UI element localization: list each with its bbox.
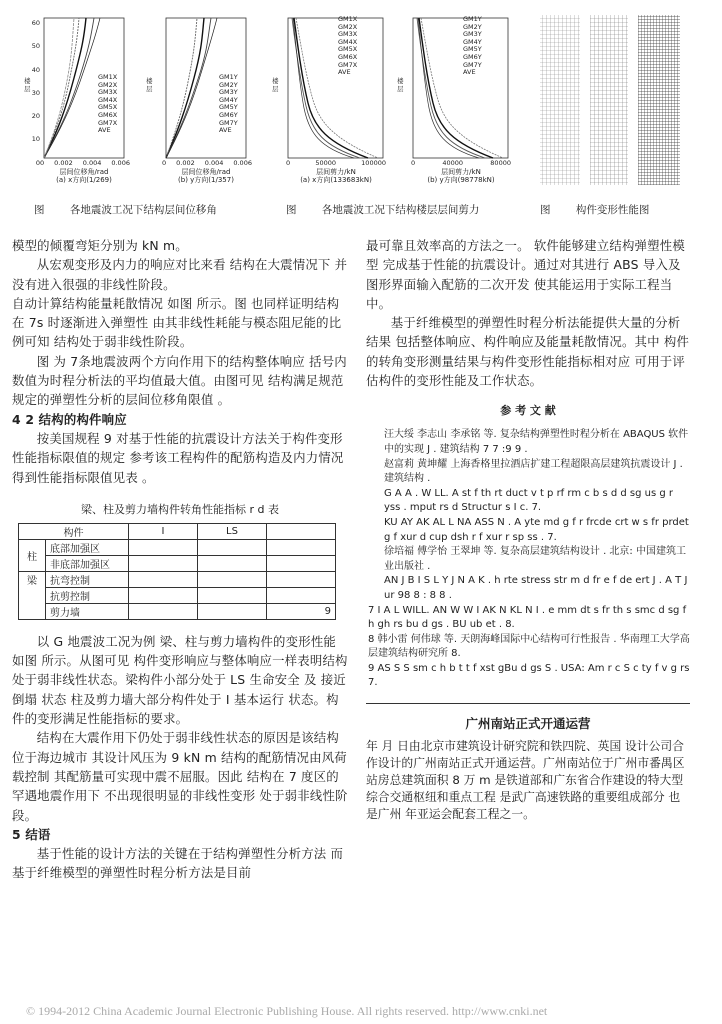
- x-tick: 0: [162, 159, 167, 167]
- table-cell: [198, 539, 267, 555]
- paragraph: 按美国规程 9 对基于性能的抗震设计方法关于构件变形性能指标限值的规定 参考该工程构件的配筋构造及内力情况 得到性能指标限值见表 。: [12, 430, 344, 485]
- legend-item: GM5Y: [219, 103, 238, 112]
- caption-shear: [286, 202, 479, 217]
- legend-item: GM5X: [338, 45, 358, 54]
- xlabel: 层间剪力/kN: [316, 168, 356, 176]
- paragraph: 图 为 7条地震波两个方向作用下的结构整体响应 括号内数值为时程分析法的平均值最大值。由图可见 结构满足规范规定的弹塑性分析的层间位移角限值 。: [12, 353, 347, 408]
- table-header-cell: I: [129, 523, 198, 539]
- disp-legend-b: [219, 74, 238, 135]
- x-tick: 0: [40, 159, 45, 167]
- news-text: 年 月 日由北京市建筑设计研究院和铁四院、英国 设计公司合作设计的广州南站正式开通运营。广州南站位于广州市番禺区 站房总建筑面积 8 万 m 是铁道部和广东省合作建设的特大型综合交通枢纽和重点工程 是武广高速铁路的重要组成部分 也是广州 年亚运会配套工程之一。: [366, 739, 685, 822]
- reference-item: G A A . W LL. A st f th rt duct v t p rf rm c b s d d sg us g r yss . mput rs d Structur s I c. 7.: [384, 487, 673, 514]
- disp-sub-a: [44, 168, 124, 184]
- disp-x-ticks-a: [40, 160, 130, 168]
- caption-text: 各地震波工况下结构层间位移角: [69, 204, 217, 216]
- reference-item: 9 AS S S sm c h b t t f xst gBu d gs S . USA: Am r c S c ty f v g rs 7.: [368, 662, 690, 689]
- legend-item: AVE: [338, 68, 351, 77]
- legend-item: GM3Y: [219, 88, 238, 97]
- legend-item: GM2Y: [463, 22, 482, 31]
- paragraph: 结构在大震作用下仍处于弱非线性状态的原因是该结构位于海边城市 其设计风压为 9 kN m 结构的配筋情况由风荷载控制 其配筋量可实现中震不屈服。因此 结构在 7 度区的罕遇地震作用下 不出现很明显的非线性变形 处于弱非线性阶段。: [12, 730, 348, 823]
- figure-displacement: [14, 8, 264, 188]
- x-tick: 0.006: [233, 159, 252, 167]
- table-title: 梁、柱及剪力墙构件转角性能指标 r d 表: [81, 502, 279, 516]
- caption-text: 各地震波工况下结构楼层层间剪力: [321, 204, 480, 216]
- table-cell: 抗剪控制: [46, 587, 129, 603]
- legend-item: GM6Y: [463, 52, 482, 61]
- x-tick: 0: [411, 159, 416, 167]
- legend-item: GM2X: [98, 80, 118, 89]
- legend-item: GM7Y: [219, 118, 238, 127]
- table-row: [19, 555, 336, 571]
- y-tick: 40: [31, 65, 40, 74]
- paragraph: 自动计算结构能量耗散情况 如图 所示。图 也同样证明结构在 7s 时逐渐进入弹塑性 由其非线性耗能与模态阻尼能的比例可知 结构处于弱非线性阶段。: [12, 295, 342, 350]
- subcaption: (a) x方向(133683kN): [300, 176, 372, 184]
- caption-bldg: [540, 202, 649, 217]
- legend-item: GM4Y: [219, 95, 238, 104]
- legend-item: GM2Y: [219, 80, 238, 89]
- disp-sub-b: [166, 168, 246, 184]
- y-tick: 50: [31, 42, 40, 51]
- table-row: [19, 603, 336, 619]
- paragraph: 模型的倾覆弯矩分别为 kN m。: [12, 238, 188, 253]
- legend-item: GM6Y: [219, 110, 238, 119]
- disp-ylabel: 楼层: [24, 77, 31, 93]
- table-cell: [267, 571, 336, 587]
- table-cell: 梁: [19, 571, 46, 619]
- legend-item: GM1Y: [219, 73, 238, 81]
- reference-item: KU AY AK AL L NA ASS N . A yte md g f r frcde crt w s fr prdet g f xur d cup dsh r f xur r sp ss . 7.: [384, 516, 689, 543]
- paragraph: 以 G 地震波工况为例 梁、柱与剪力墙构件的变形性能如图 所示。从图可见 构件变形响应与整体响应一样表明结构处于弱非线性状态。梁构件小部分处于 LS 生命安全 及 接近倒塌 状态 柱及剪力墙大部分构件处于 I 基本运行 状态。构件的变形满足性能指标的要求。: [12, 633, 348, 727]
- subcaption: (b) y方向(98778kN): [427, 176, 495, 184]
- section-heading: 4 2 结构的构件响应: [12, 411, 127, 427]
- figure-building-render: [530, 10, 690, 190]
- right-column: [366, 236, 690, 823]
- caption-label: 图: [34, 204, 45, 216]
- shear-chart-a: [288, 15, 383, 158]
- disp-ylabel-b: 楼层: [146, 77, 153, 93]
- table-header-cell: [267, 523, 336, 539]
- legend-item: AVE: [98, 126, 111, 135]
- y-tick: 30: [31, 88, 40, 97]
- shear-legend-b: [463, 16, 482, 77]
- disp-x-ticks-b: [162, 160, 252, 168]
- subcaption: (b) y方向(1/357): [178, 176, 234, 184]
- table-row: [19, 571, 336, 587]
- paragraph: 基于纤维模型的弹塑性时程分析法能提供大量的分析结果 包括整体响应、构件响应及能量耗散情况。其中 构件的转角变形测量结果与构件变形性能指标相对应 可用于评估构件的变形性能及工作状态。: [366, 315, 690, 389]
- x-tick: 50000: [315, 159, 336, 167]
- table-cell: [129, 571, 198, 587]
- copyright-footer: © 1994-2012 China Academic Journal Electronic Publishing House. All rights reserved. http://www.cnki.net: [26, 1004, 548, 1018]
- shear-chart-b: [413, 15, 508, 158]
- shear-legend-a: [338, 16, 357, 77]
- reference-item: 8 韩小雷 何伟球 等. 天朗海峰国际中心结构可行性报告 . 华南理工大学高层建筑结构研究所 8.: [368, 633, 690, 660]
- table-cell: [129, 539, 198, 555]
- legend-item: GM7X: [338, 60, 358, 69]
- table-cell: 柱: [19, 539, 46, 571]
- building-image: [530, 10, 690, 190]
- table-cell: [267, 539, 336, 555]
- reference-item: 汪大绥 李志山 李承铭 等. 复杂结构弹塑性时程分析在 ABAQUS 软件中的实现 J . 建筑结构 7 7 :9 9 .: [384, 429, 689, 455]
- legend-item: GM1X: [338, 15, 358, 23]
- x-tick: 0.004: [82, 159, 102, 167]
- references-heading: 参 考 文 献: [500, 404, 556, 418]
- table-cell: [129, 587, 198, 603]
- table-cell: [129, 555, 198, 571]
- legend-item: GM6X: [338, 52, 358, 61]
- y-tick: 60: [31, 19, 40, 27]
- y-tick: 0: [35, 158, 40, 167]
- legend-item: GM1X: [98, 73, 118, 81]
- legend-item: GM4X: [98, 95, 118, 104]
- x-tick: 0.006: [111, 159, 130, 167]
- paragraph: 基于性能的设计方法的关键在于结构弹塑性分析方法 而基于纤维模型的弹塑性时程分析方法是目前: [12, 846, 344, 881]
- legend-item: GM7X: [98, 118, 118, 127]
- legend-item: AVE: [463, 68, 476, 77]
- disp-legend-a: [98, 74, 117, 135]
- table-cell: 9: [267, 603, 336, 619]
- legend-item: GM2X: [338, 22, 358, 31]
- x-tick: 0.004: [204, 159, 224, 167]
- reference-item: 7 I A L WILL. AN W W I AK N KL N I . e mm dt s fr th s smc d sg f h gh rs bu d gs . BU ub et . 8.: [368, 604, 687, 631]
- x-tick: 0.002: [54, 159, 73, 167]
- figure-shear: [268, 8, 518, 188]
- table-cell: [198, 571, 267, 587]
- x-tick: 40000: [442, 159, 464, 167]
- news-divider: [366, 703, 690, 704]
- paragraph: 最可靠且效率高的方法之一。 软件能够建立结构弹塑性模型 完成基于性能的抗震设计。通过对其进行 ABS 导入及图形界面输入配筋的二次开发 使其能运用于实际工程当中。: [366, 238, 685, 311]
- legend-item: AVE: [219, 126, 232, 135]
- legend-item: GM4X: [338, 37, 358, 46]
- table-row: [19, 539, 336, 555]
- shear-sub-b: [411, 168, 511, 184]
- xlabel: 层间位移角/rad: [181, 168, 231, 176]
- caption-label: 图: [286, 204, 297, 216]
- table-cell: [198, 555, 267, 571]
- table-cell: [267, 587, 336, 603]
- table-header-row: [19, 523, 336, 539]
- table-cell: [129, 603, 198, 619]
- table-cell: 非底部加强区: [46, 555, 129, 571]
- subcaption: (a) x方向(1/269): [56, 176, 112, 184]
- table-row: [19, 587, 336, 603]
- caption-label: 图: [540, 204, 551, 216]
- x-tick: 80000: [490, 159, 511, 167]
- table-cell: [267, 555, 336, 571]
- news-title: 广州南站正式开通运营: [465, 716, 591, 732]
- legend-item: GM5X: [98, 103, 118, 112]
- table-cell: 剪力墙: [46, 603, 129, 619]
- legend-item: GM4Y: [463, 37, 482, 46]
- performance-table: [18, 523, 336, 620]
- legend-item: GM1Y: [463, 15, 482, 23]
- table-header-cell: LS: [198, 523, 267, 539]
- legend-item: GM5Y: [463, 45, 482, 54]
- table-cell: 底部加强区: [46, 539, 129, 555]
- legend-item: GM7Y: [463, 60, 482, 69]
- caption-text: 构件变形性能图: [575, 204, 650, 216]
- x-tick: 0.002: [176, 159, 195, 167]
- reference-item: 徐培福 傅学怡 王翠坤 等. 复杂高层建筑结构设计 . 北京: 中国建筑工业出版社 .: [384, 546, 686, 572]
- table-cell: [198, 587, 267, 603]
- reference-item: AN J B I S L Y J N A K . h rte stress str m d fr e f de ert J . A T J ur 98 8 : 8 8 .: [384, 575, 688, 601]
- shear-x-ticks-a: [286, 160, 386, 168]
- legend-item: GM3X: [98, 88, 118, 97]
- paragraph: 从宏观变形及内力的响应对比来看 结构在大震情况下 并没有进入很强的非线性阶段。: [12, 257, 348, 292]
- xlabel: 层间剪力/kN: [441, 168, 481, 176]
- table-header-cell: 构件: [19, 523, 129, 539]
- references-list: [366, 428, 690, 691]
- x-tick: 0: [286, 159, 291, 167]
- legend-item: GM6X: [98, 110, 118, 119]
- table-cell: [198, 603, 267, 619]
- caption-disp: [34, 202, 217, 217]
- reference-item: 赵富莉 黄坤耀 上海香格里拉酒店扩建工程超限高层建筑抗震设计 J . 建筑结构 .: [384, 458, 683, 485]
- xlabel: 层间位移角/rad: [59, 168, 109, 176]
- table-cell: 抗弯控制: [46, 571, 129, 587]
- y-tick: 10: [31, 135, 40, 144]
- section-heading: 5 结语: [12, 826, 51, 842]
- x-tick: 100000: [361, 159, 386, 167]
- y-tick: 20: [31, 112, 40, 121]
- left-column: [12, 236, 348, 883]
- disp-y-ticks: [14, 12, 40, 175]
- shear-ylabel-b: 楼层: [397, 77, 404, 93]
- shear-ylabel: 楼层: [272, 77, 279, 93]
- shear-sub-a: [286, 168, 386, 184]
- legend-item: GM3X: [338, 30, 358, 39]
- shear-x-ticks-b: [411, 160, 511, 168]
- legend-item: GM3Y: [463, 30, 482, 39]
